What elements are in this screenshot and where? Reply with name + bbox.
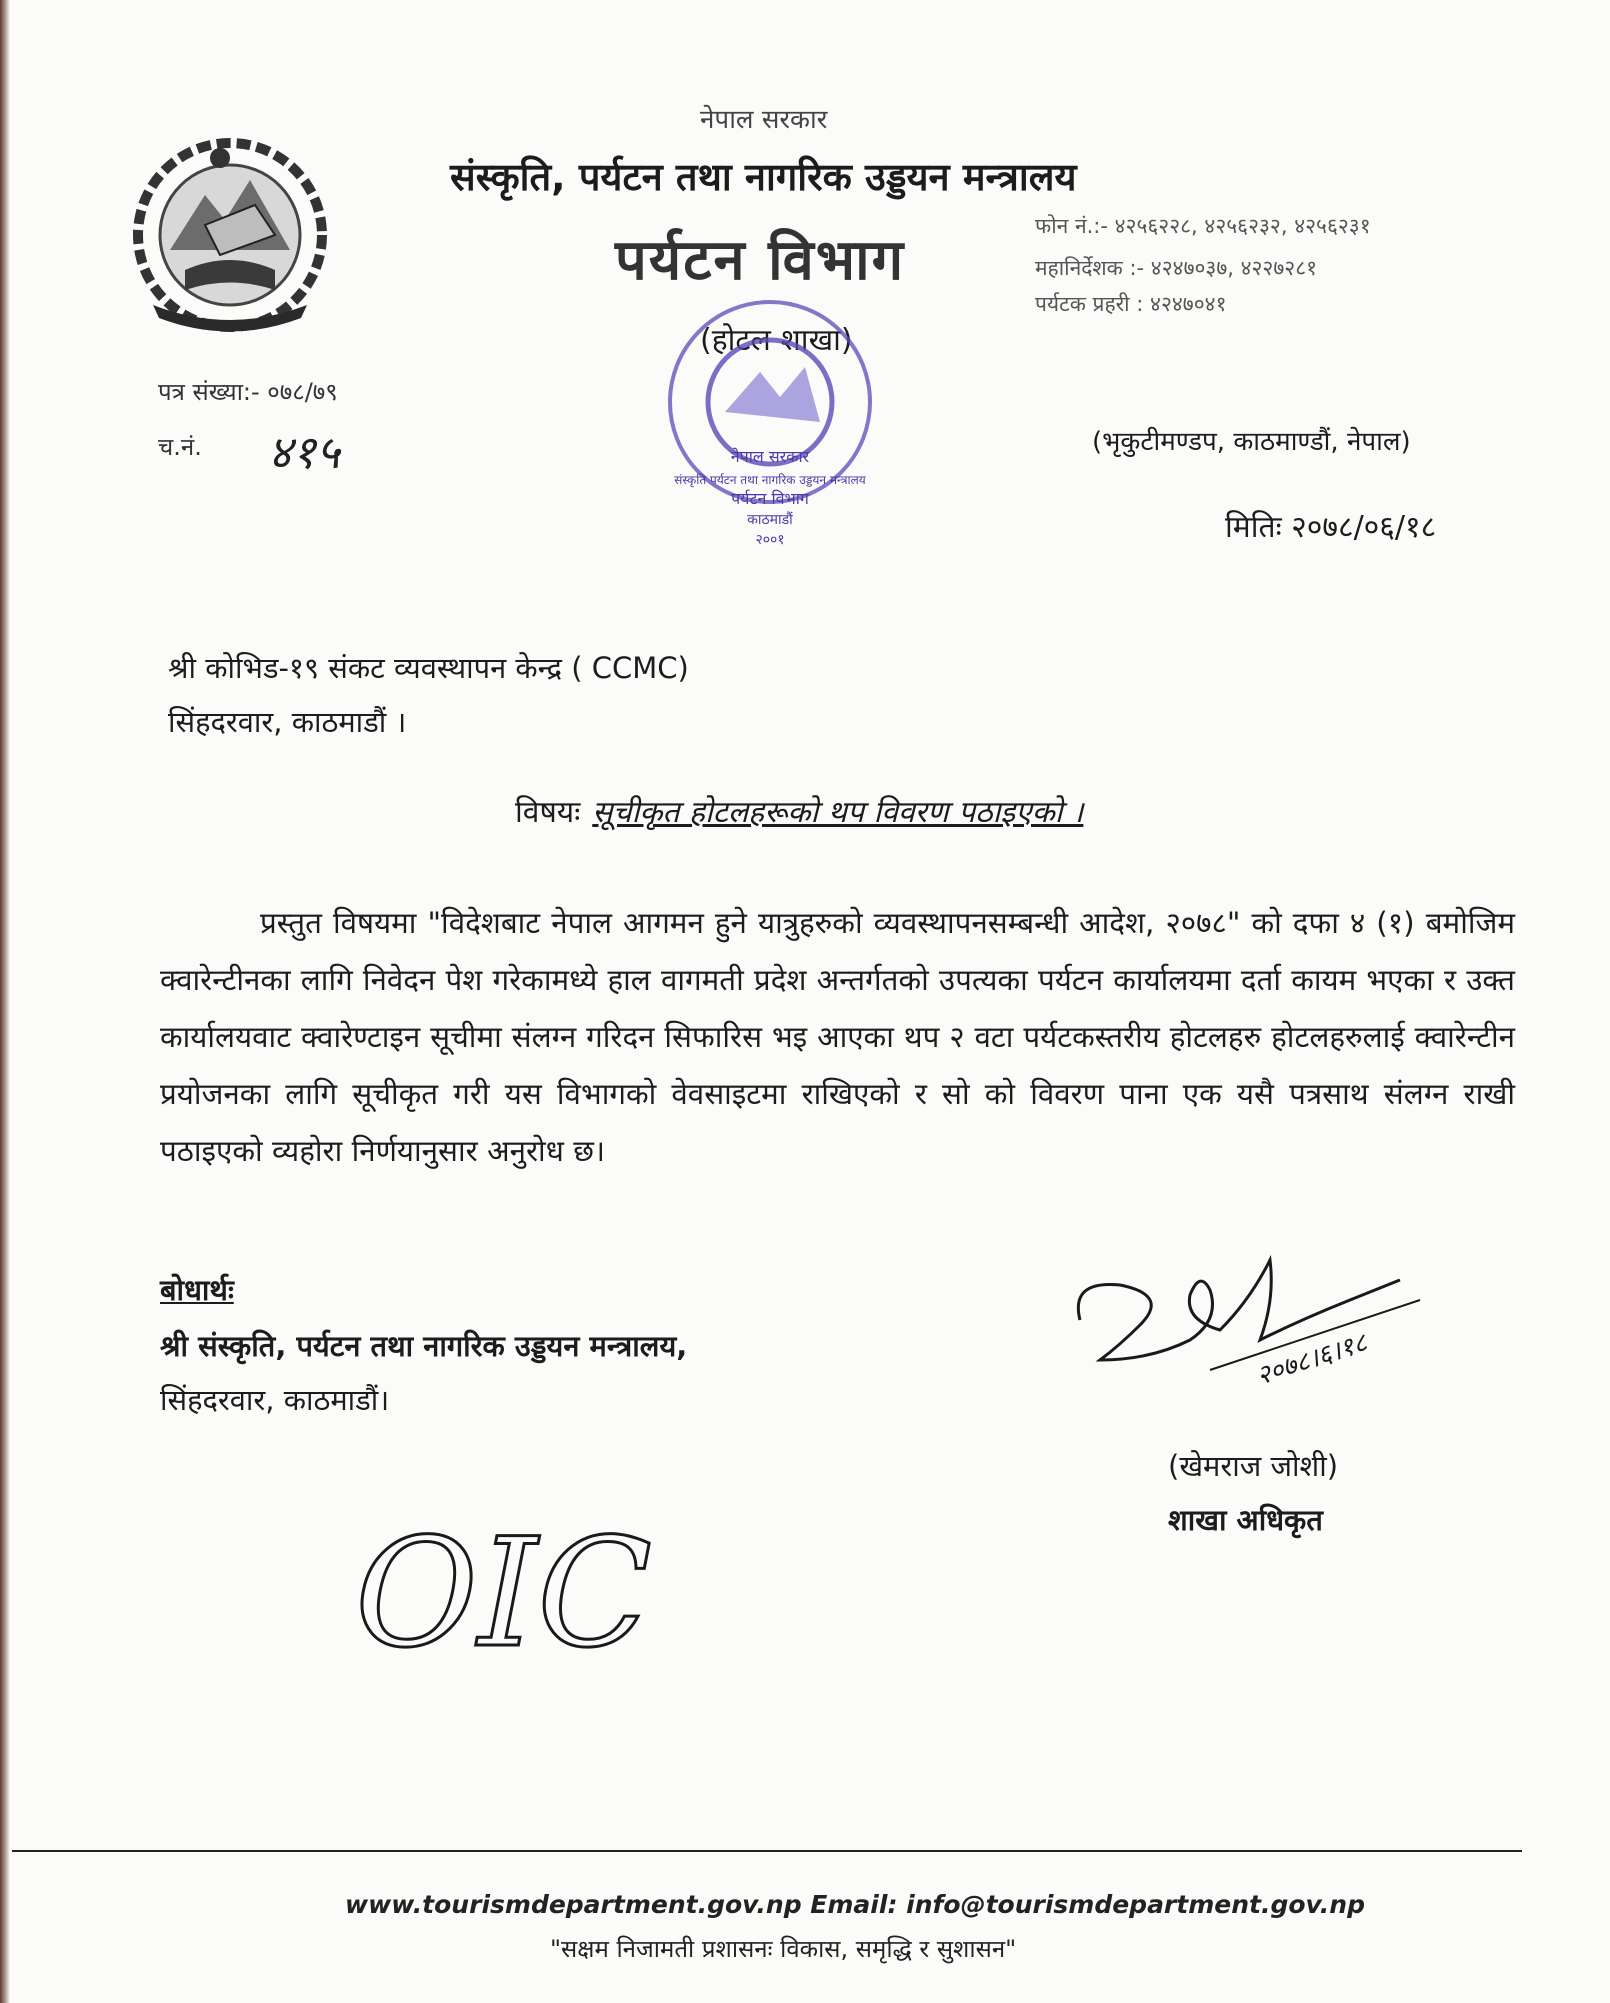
handwritten-note <box>355 1495 675 1675</box>
phone-numbers: फोन नं.:- ४२५६२२८, ४२५६२३२, ४२५६२३१ <box>1035 214 1371 238</box>
signature-date: २०७८।६।१८ <box>1252 1327 1371 1392</box>
office-address: (भृकुटीमण्डप, काठमाण्डौं, नेपाल) <box>1092 427 1411 457</box>
ministry-name: संस्कृति, पर्यटन तथा नागरिक उड्डयन मन्त्रालय <box>450 155 1077 199</box>
stamp-line3: पर्यटन विभाग <box>731 489 809 508</box>
recipient-name: श्री कोभिड-१९ संकट व्यवस्थापन केन्द्र ( CCMC) <box>168 651 689 685</box>
tourist-police-phone: पर्यटक प्रहरी : ४२४७०४१ <box>1035 292 1227 316</box>
letter-date: मितिः २०७८/०६/१८ <box>1225 510 1437 545</box>
recipient-address: सिंहदरवार, काठमाडौं । <box>168 705 407 739</box>
handwritten-oic: OIC <box>355 1507 652 1675</box>
footer-contact: www.tourismdepartment.gov.np Email: info@tourismdepartment.gov.np <box>345 1890 1365 1919</box>
stamp-line1: नेपाल सरकार <box>730 447 810 466</box>
stamp-line2: संस्कृति पर्यटन तथा नागरिक उड्डयन मन्त्रालय <box>674 473 866 487</box>
stamp-line4: काठमाडौं <box>747 512 793 528</box>
signer-designation: शाखा अधिकृत <box>1168 1503 1323 1537</box>
subject-value: सूचीकृत होटलहरूको थप विवरण पठाइएको । <box>592 795 1084 830</box>
government-name: नेपाल सरकार <box>700 105 828 135</box>
footer-motto: "सक्षम निजामती प्रशासनः विकास, समृद्धि र सुशासन" <box>550 1935 1017 1963</box>
dispatch-number: ४१५ <box>268 425 340 479</box>
cc-recipient: श्री संस्कृति, पर्यटन तथा नागरिक उड्डयन मन्त्रालय, <box>160 1329 688 1363</box>
letter-body: प्रस्तुत विषयमा "विदेशबाट नेपाल आगमन हुने यात्रुहरुको व्यवस्थापनसम्बन्धी आदेश, २०७८" को दफा ४ (१) बमोजिम क्वारेन्टीनका लागि निवेदन पेश गरेकामध्ये हाल वागमती प्रदेश अन्तर्गतको उपत्यका पर्यटन कार्यालयमा दर्ता कायम भएका र उक्त कार्यालयवाट क्वारेण्टाइन सूचीमा संलग्न गरिदन सिफारिस भइ आएका थप २ वटा पर्यटकस्तरीय होटलहरु होटलहरुलाई क्वारेन्टीन प्रयोजनका लागि सूचीकृत गरी यस विभागको वेवसाइटमा राखिएको र सो को विवरण पाना एक यसै पत्रसाथ संलग्न राखी पठाइएको व्यहोरा निर्णयानुसार अनुरोध छ। <box>160 906 1515 1168</box>
footer-divider <box>12 1850 1522 1852</box>
branch-name: (होटल शाखा) <box>700 323 853 358</box>
letter-reference-number: पत्र संख्या:- ०७८/७९ <box>158 378 338 406</box>
signature-mark <box>1060 1240 1460 1410</box>
dispatch-number-label: च.नं. <box>158 433 202 461</box>
director-general-phone: महानिर्देशक :- ४२४७०३७, ४२२७२८१ <box>1035 256 1318 280</box>
subject-line <box>515 790 1083 831</box>
cc-address: सिंहदरवार, काठमाडौं। <box>160 1383 390 1417</box>
subject-label: विषयः <box>515 795 581 830</box>
signer-name: (खेमराज जोशी) <box>1168 1449 1339 1483</box>
cc-label: बोधार्थः <box>160 1273 234 1307</box>
scan-edge <box>0 0 10 2003</box>
department-name: पर्यटन विभाग <box>615 228 906 293</box>
stamp-line5: २००१ <box>755 532 785 548</box>
official-stamp <box>630 292 910 572</box>
nepal-emblem-icon <box>125 130 335 335</box>
